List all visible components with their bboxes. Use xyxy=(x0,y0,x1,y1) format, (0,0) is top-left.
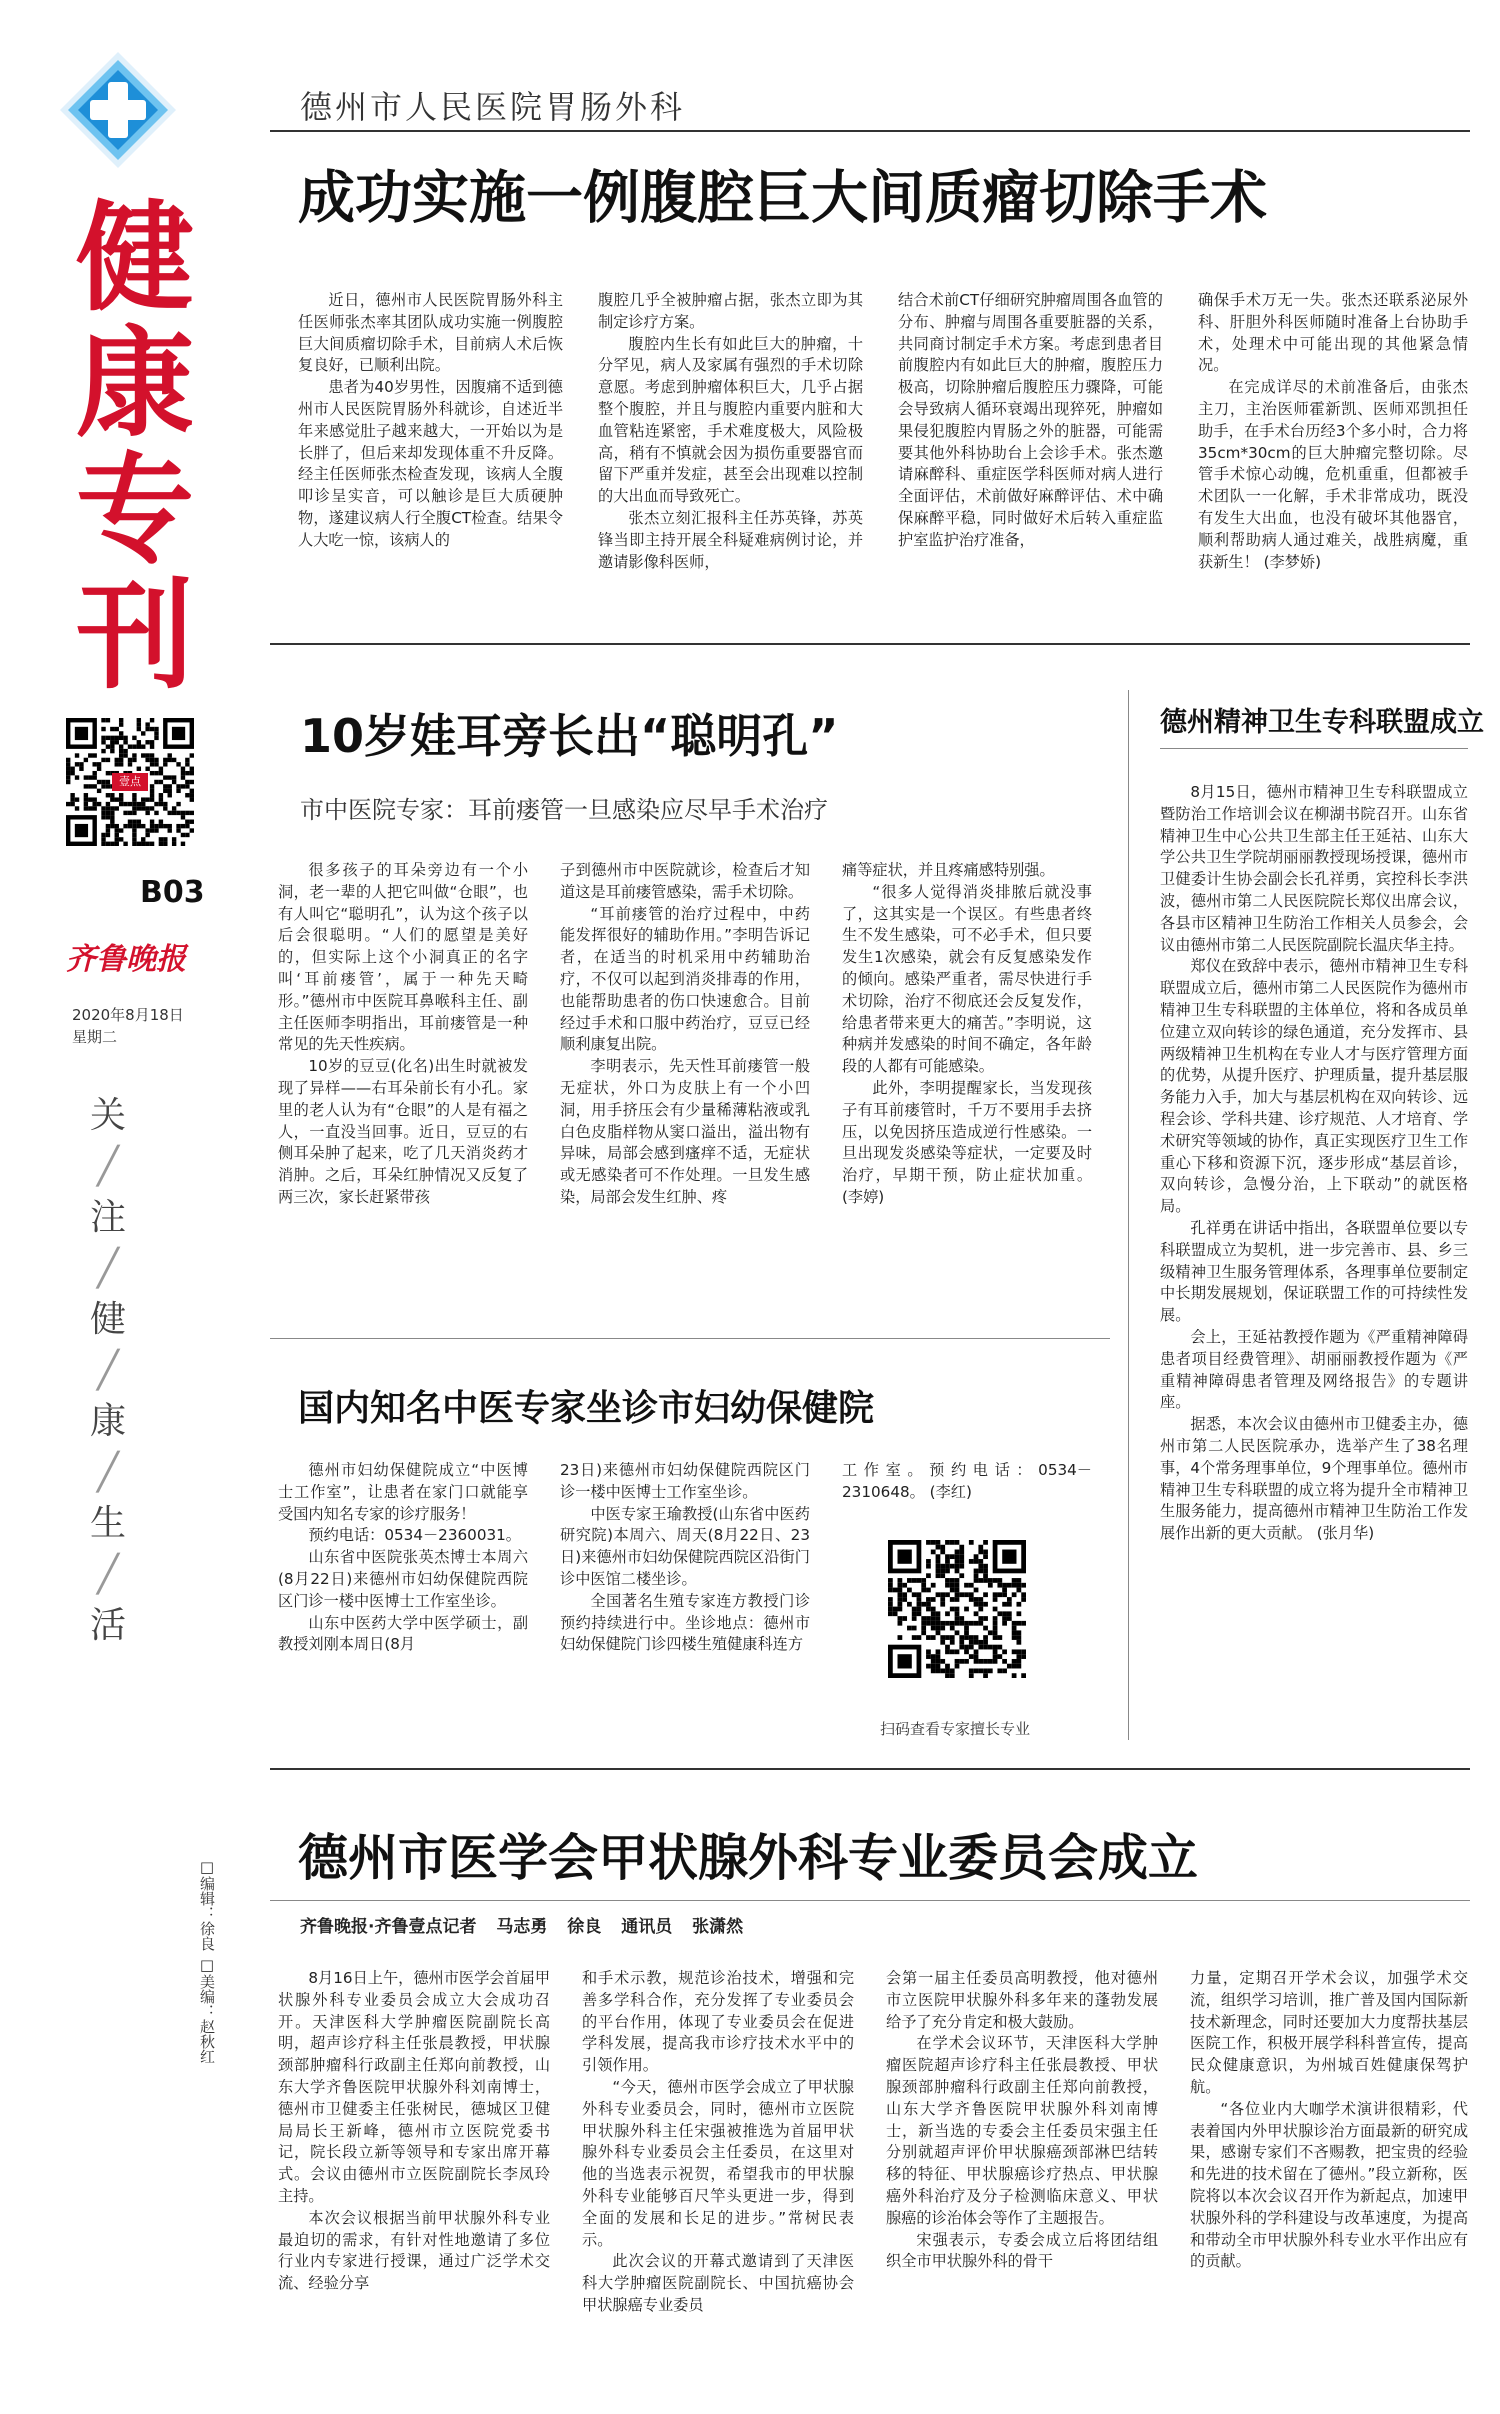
paragraph: 结合术前CT仔细研究肿瘤周围各血管的分布、肿瘤与周围各重要脏器的关系，共同商讨制定手术方案。考虑到患者目前腹腔内有如此巨大的肿瘤，腹腔压力极高，切除肿瘤后腹腔压力骤降，可能会导致病人循环衰竭出现猝死，肿瘤如果侵犯腹腔内胃肠之外的脏器，可能需要其他外科协助台上会诊手术。张杰邀请麻醉科、重症医学科医师对病人进行全面评估，术前做好麻醉评估、术中确保麻醉平稳，同时做好术后转入重症监护室监护治疗准备， xyxy=(898,291,1163,549)
page-number: B03 xyxy=(140,875,205,910)
paragraph: 23日)来德州市妇幼保健院西院区门诊一楼中医博士工作室坐诊。 xyxy=(560,1461,810,1501)
divider xyxy=(270,1768,1470,1770)
slogan-char: 生 xyxy=(89,1503,126,1544)
paragraph: 8月15日，德州市精神卫生专科联盟成立暨防治工作培训会议在柳湖书院召开。山东省精神卫生中心公共卫生部主任王延祜、山东大学公共卫生学院胡丽丽教授现场授课，德州市卫健委计生协会副会长孔祥勇，宾控科长李洪波，德州市第二人民医院院长郑仪出席会议，各县市区精神卫生防治工作相关人员参会，会议由德州市第二人民医院副院长温庆华主持。 xyxy=(1160,783,1468,954)
paragraph: 张杰立刻汇报科主任苏英锋，苏英锋当即主持开展全科疑难病例讨论，并邀请影像科医师， xyxy=(598,508,863,571)
slogan-char: 健 xyxy=(89,1299,126,1340)
divider xyxy=(1160,748,1468,749)
article3-body xyxy=(1160,782,1468,1737)
slogan-char: 活 xyxy=(89,1605,126,1646)
paragraph: 和手术示教，规范诊治技术，增强和完善多学科合作，充分发挥了专业委员会的平台作用，体现了专业委员会在促进学科发展，提高我市诊疗技术水平中的引领作用。 xyxy=(582,1969,854,2075)
issue-weekday: 星期二 xyxy=(72,1028,118,1046)
paragraph: 子到德州市中医院就诊，检查后才知道这是耳前瘘管感染，需手术切除。 xyxy=(560,861,810,901)
paragraph: 中医专家王瑜教授(山东省中医药研究院)本周六、周天(8月22日、23日)来德州市妇幼保健院西院区沿街门诊中医馆二楼坐诊。 xyxy=(560,1504,810,1588)
paragraph: 此次会议的开幕式邀请到了天津医科大学肿瘤医院副院长、中国抗癌协会甲状腺癌专业委员 xyxy=(582,2252,854,2314)
paragraph: 宋强表示，专委会成立后将团结组织全市甲状腺外科的骨干 xyxy=(886,2230,1158,2271)
article2-column-2 xyxy=(560,860,810,1314)
paragraph: 确保手术万无一失。张杰还联系泌尿外科、肝胆外科医师随时准备上台协助手术，处理术中可能出现的其他紧急情况。 xyxy=(1198,291,1468,375)
article5-column-2 xyxy=(582,1968,854,2398)
section-title: 健康专刊 xyxy=(75,189,194,705)
article1-column-1 xyxy=(298,290,563,620)
paragraph: 8月16日上午，德州市医学会首届甲状腺外科专业委员会成立大会成功召开。天津医科大学肿瘤医院副院长高明，超声诊疗科主任张晨教授，甲状腺颈部肿瘤科行政副主任郑向前教授，山东大学齐鲁医院甲状腺外科刘南博士，德州市卫健委主任张树民，德城区卫健局局长王新峰，德州市立医院党委书记，院长段立新等领导和专家出席开幕式。会议由德州市立医院副院长李凤玲主持。 xyxy=(278,1969,550,2205)
article2-title: 10岁娃耳旁长出“聪明孔” xyxy=(300,709,839,763)
qr-code-icon xyxy=(66,718,194,846)
slogan-char: 康 xyxy=(89,1401,126,1442)
paragraph: 很多孩子的耳朵旁边有一个小洞，老一辈的人把它叫做“仓眼”，也有人叫它“聪明孔”，认为这个孩子以后会很聪明。“人们的愿望是美好的，但实际上这个小洞真正的名字叫‘耳前瘘管’，属于一种先天畸形。”德州市中医院耳鼻喉科主任、副主任医师李明指出，耳前瘘管是一种常见的先天性疾病。 xyxy=(278,861,528,1054)
article1-column-4 xyxy=(1198,290,1468,620)
paragraph: 预约电话：0534－2360031。 xyxy=(308,1526,521,1545)
paragraph: 腹腔几乎全被肿瘤占据，张杰立即为其制定诊疗方案。 xyxy=(598,291,863,331)
article4-column-3 xyxy=(842,1460,1092,1520)
newspaper-name: 齐鲁晚报 xyxy=(66,942,186,977)
paragraph: 力量，定期召开学术会议，加强学术交流，组织学习培训，推广普及国内国际新技术新理念，同时还要加大力度帮扶基层医院工作，积极开展学科科普宣传，提高民众健康意识，为州城百姓健康保驾护航。 xyxy=(1190,1969,1468,2096)
paragraph: 痛等症状，并且疼痛感特别强。 xyxy=(842,861,1055,879)
article1-column-2 xyxy=(598,290,863,620)
article5-byline: 齐鲁晚报·齐鲁壹点记者 马志勇 徐良 通讯员 张潇然 xyxy=(300,1917,744,1937)
article5-column-4 xyxy=(1190,1968,1468,2398)
article1-column-3 xyxy=(898,290,1163,620)
issue-date-text: 2020年8月18日 xyxy=(72,1006,184,1024)
article1-title: 成功实施一例腹腔巨大间质瘤切除手术 xyxy=(298,165,1267,231)
paragraph: 李明表示，先天性耳前瘘管一般无症状，外口为皮肤上有一个小凹洞，用手挤压会有少量稀薄粘液或乳白色皮脂样物从窦口溢出，溢出物有异味，局部会感到瘙痒不适，无症状或无感染者可不作处理。一旦发生感染，局部会发生红肿、疼 xyxy=(560,1057,810,1206)
divider xyxy=(270,1338,1110,1339)
article5-column-3 xyxy=(886,1968,1158,2398)
qr-badge: 壹点 xyxy=(112,773,148,791)
article3-title: 德州精神卫生专科联盟成立 xyxy=(1160,707,1484,738)
paragraph: 全国著名生殖专家连方教授门诊预约持续进行中。坐诊地点：德州市妇幼保健院门诊四楼生殖健康科连方 xyxy=(560,1591,810,1654)
paragraph: “各位业内大咖学术演讲很精彩，代表着国内外甲状腺诊治方面最新的研究成果，感谢专家们不吝赐教，把宝贵的经验和先进的技术留在了德州。”段立新称，医院将以本次会议召开作为新起点，加速甲状腺外科的学科建设与改革速度，为提高和带动全市甲状腺外科专业水平作出应有的贡献。 xyxy=(1190,2099,1468,2271)
paragraph: 此外，李明提醒家长，当发现孩子有耳前瘘管时，千万不要用手去挤压，以免因挤压造成逆行性感染。一旦出现发炎感染等症状，一定要及时治疗，早期干预，防止症状加重。 (李婷) xyxy=(842,1078,1092,1206)
editor-credits: □编辑：徐良 □美编：赵秋红 xyxy=(198,1858,216,2064)
paragraph: 在完成详尽的术前准备后，由张杰主刀，主治医师霍新凯、医师邓凯担任助手，在手术台历经3个多小时，合力将35cm*30cm的巨大肿瘤完整切除。尽管手术惊心动魄，危机重重，但都被手术团队一一化解，手术非常成功，既没有发生大出血，也没有破坏其他器官，顺利帮助病人通过难关，战胜病魔，重获新生！ (李梦娇) xyxy=(1198,378,1468,571)
slogan: 关 ╱ 注 ╱ 健 ╱ 康 ╱ 生 ╱ 活 xyxy=(88,1090,128,1651)
paragraph: 山东中医药大学中医学硕士，副教授刘刚本周日(8月 xyxy=(278,1613,528,1654)
paragraph: 在学术会议环节，天津医科大学肿瘤医院超声诊疗科主任张晨教授、甲状腺颈部肿瘤科行政副主任郑向前教授，山东大学齐鲁医院甲状腺外科刘南博士，新当选的专委会主任委员宋强主任分别就超声评价甲状腺癌颈部淋巴结转移的特征、甲状腺癌诊疗热点、甲状腺癌外科治疗及分子检测临床意义、甲状腺癌的诊治体会等作了主题报告。 xyxy=(886,2034,1158,2227)
issue-date xyxy=(72,1004,184,1048)
article5-title: 德州市医学会甲状腺外科专业委员会成立 xyxy=(298,1829,1198,1887)
article4-column-1 xyxy=(278,1460,528,1750)
article4-title: 国内知名中医专家坐诊市妇幼保健院 xyxy=(298,1388,875,1429)
paragraph: 山东省中医院张英杰博士本周六(8月22日)来德州市妇幼保健院西院区门诊一楼中医博士工作室坐诊。 xyxy=(278,1548,528,1610)
slogan-char: 注 xyxy=(89,1197,126,1238)
article4-column-2 xyxy=(560,1460,810,1750)
paragraph: 孔祥勇在讲话中指出，各联盟单位要以专科联盟成立为契机，进一步完善市、县、乡三级精神卫生服务管理体系，各理事单位要制定中长期发展规划，保证联盟工作的可持续性发展。 xyxy=(1160,1218,1468,1325)
paragraph: 据悉，本次会议由德州市卫健委主办，德州市第二人民医院承办，选举产生了38名理事，4个常务理事单位，9个理事单位。德州市精神卫生专科联盟的成立将为提升全市精神卫生服务能力，提高德州市精神卫生防治工作发展作出新的更大贡献。 (张月华) xyxy=(1160,1415,1468,1543)
paragraph: 腹腔内生长有如此巨大的肿瘤，十分罕见，病人及家属有强烈的手术切除意愿。考虑到肿瘤体积巨大，几乎占据整个腹腔，并且与腹腔内重要内脏和大血管粘连紧密，手术难度极大，风险极高，稍有不慎就会因为损伤重要器官而留下严重并发症，甚至会出现难以控制的大出血而导致死亡。 xyxy=(598,334,863,506)
qr-caption: 扫码查看专家擅长专业 xyxy=(880,1720,1031,1738)
paragraph: 近日，德州市人民医院胃肠外科主任医师张杰率其团队成功实施一例腹腔巨大间质瘤切除手术，目前病人术后恢复良好，已顺利出院。 xyxy=(298,291,563,375)
paragraph: 患者为40岁男性，因腹痛不适到德州市人民医院胃肠外科就诊，自述近半年来感觉肚子越来越大，一开始以为是长胖了，但后来却发现体重不升反降。经主任医师张杰检查发现，该病人全腹叩诊呈实音，可以触诊是巨大质硬肿物，遂建议病人行全腹CT检查。结果令人大吃一惊，该病人的 xyxy=(298,378,563,549)
paragraph: 10岁的豆豆(化名)出生时就被发现了异样——右耳朵前长有小孔。家里的老人认为有“仓眼”的人是有福之人，一直没当回事。近日，豆豆的右侧耳朵肿了起来，吃了几天消炎药才消肿。之后，耳朵红肿情况又反复了两三次，家长赶紧带孩 xyxy=(278,1057,528,1206)
paragraph: 郑仪在致辞中表示，德州市精神卫生专科联盟成立后，德州市第二人民医院作为德州市精神卫生专科联盟的主体单位，将和各成员单位建立双向转诊的绿色通道，充分发挥市、县两级精神卫生机构在专业人才与医疗管理方面的优势，从提升医疗、护理质量，提升基层服务能力入手，加大与基层机构在双向转诊、远程会诊、学科共建、诊疗规范、人才培育、学术研究等领域的协作，真正实现医疗卫生工作重心下移和资源下沉，逐步形成“基层首诊，双向转诊，急慢分治，上下联动”的就医格局。 xyxy=(1160,957,1468,1216)
article2-column-1 xyxy=(278,860,528,1314)
divider xyxy=(270,643,1470,645)
article2-column-3 xyxy=(842,860,1092,1314)
paragraph: “今天，德州市医学会成立了甲状腺外科专业委员会，同时，德州市立医院甲状腺外科主任宋强被推选为首届甲状腺外科专业委员会主任委员，在这里对他的当选表示祝贺，希望我市的甲状腺外科专业能够百尺竿头更进一步，得到全面的发展和长足的进步。”常树民表示。 xyxy=(582,2077,854,2249)
article1-kicker: 德州市人民医院胃肠外科 xyxy=(300,88,686,126)
paragraph: “很多人觉得消炎排脓后就没事了，这其实是一个误区。有些患者终生不发生感染，可不必手术，但只要发生1次感染，就会有反复感染发作的倾向。感染严重者，需尽快进行手术切除，治疗不彻底还会反复发作，给患者带来更大的痛苦。”李明说，这种病并发感染的时间不确定，各年龄段的人都有可能感染。 xyxy=(842,882,1092,1076)
paragraph: 工作室。预约电话：0534－2310648。 (李红) xyxy=(842,1461,1092,1501)
divider xyxy=(270,1900,1470,1901)
paragraph: “耳前瘘管的治疗过程中，中药能发挥很好的辅助作用。”李明告诉记者，在适当的时机采用中药辅助治疗，不仅可以起到消炎排毒的作用，也能帮助患者的伤口快速愈合。目前经过手术和口服中药治疗，豆豆已经顺利康复出院。 xyxy=(560,904,810,1054)
divider xyxy=(270,130,1470,132)
expert-qr-code-icon xyxy=(888,1540,1026,1678)
slogan-char: 关 xyxy=(89,1095,126,1136)
paragraph: 德州市妇幼保健院成立“中医博士工作室”，让患者在家门口就能享受国内知名专家的诊疗服务！ xyxy=(278,1461,528,1523)
paragraph: 会第一届主任委员高明教授，他对德州市立医院甲状腺外科多年来的蓬勃发展给予了充分肯定和极大鼓励。 xyxy=(886,1969,1158,2031)
paragraph: 会上，王延祜教授作题为《严重精神障碍患者项目经费管理》、胡丽丽教授作题为《严重精神障碍患者管理及网络报告》的专题讲座。 xyxy=(1160,1327,1468,1412)
article2-subtitle: 市中医院专家：耳前瘘管一旦感染应尽早手术治疗 xyxy=(300,796,828,824)
cross-logo-icon xyxy=(58,50,178,170)
article5-column-1 xyxy=(278,1968,550,2398)
column-divider xyxy=(1128,690,1129,1740)
paragraph: 本次会议根据当前甲状腺外科专业最迫切的需求，有针对性地邀请了多位行业内专家进行授课，通过广泛学术交流、经验分享 xyxy=(278,2208,550,2293)
